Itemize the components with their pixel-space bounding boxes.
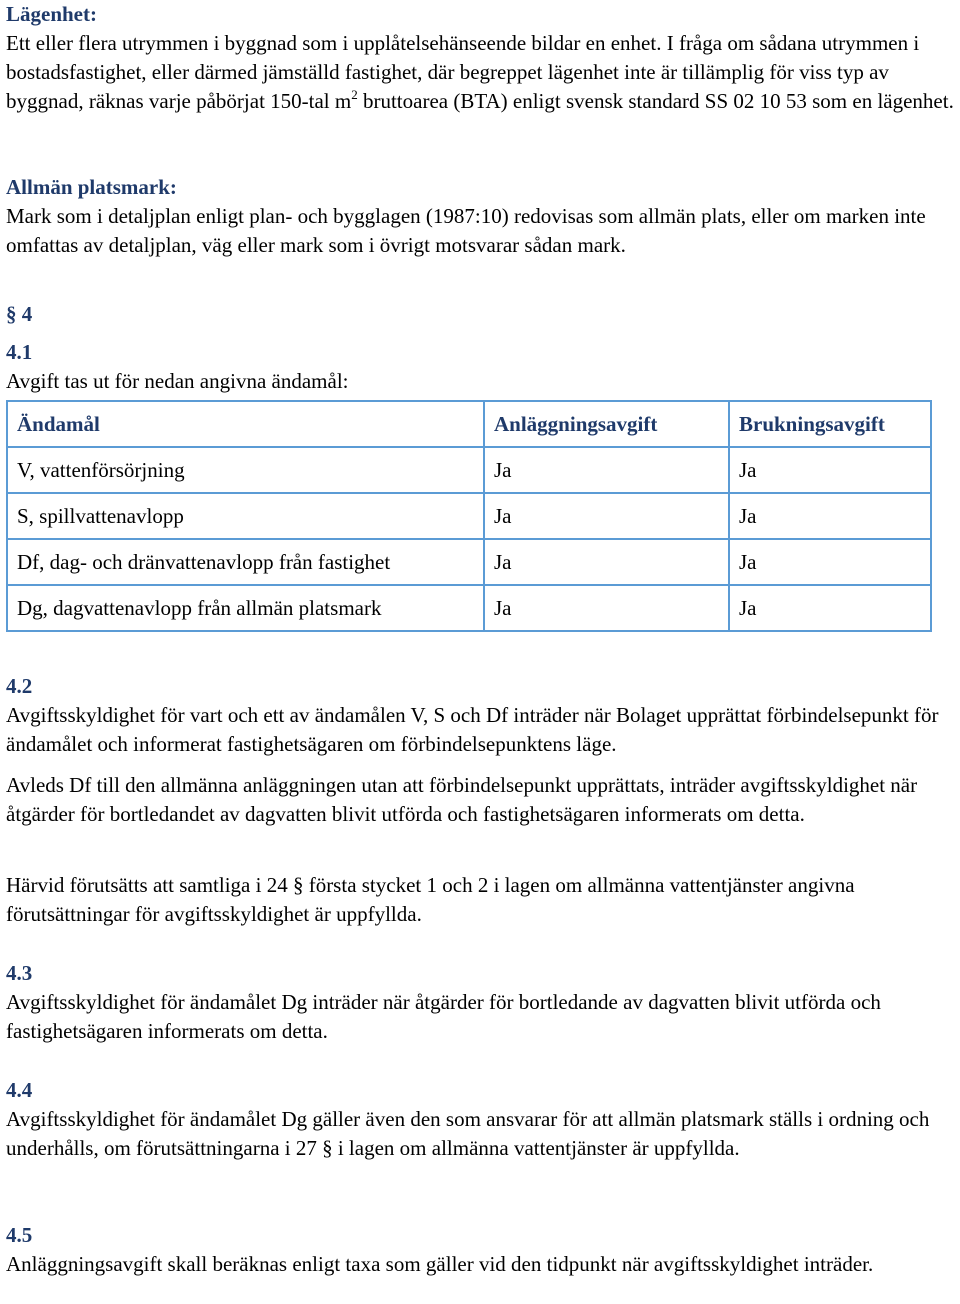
table-cell: Ja [484, 585, 729, 631]
paragraph: Avgiftsskyldighet för ändamålet Dg gäller även den som ansvarar för att allmän platsmark ställs i ordning och underhålls, om förutsättningarna i 27 § i lagen om allmänna vattentjänster är uppfyllda. [6, 1107, 930, 1160]
subsection-number: 4.2 [6, 674, 33, 698]
section-4-2-para-3 [6, 871, 956, 929]
table-cell: Ja [484, 539, 729, 585]
section-4-1 [6, 338, 956, 396]
definition-lagenhet [6, 0, 956, 116]
table-header: Anläggningsavgift [484, 401, 729, 447]
definition-text: Ett eller flera utrymmen i byggnad som i upplåtelsehänseende bildar en enhet. I fråga om sådana utrymmen i bostadsfastighet, eller därmed jämställd fastighet, där begreppet lägenhet inte är tillämplig för viss typ av byggnad, räknas varje påbörjat 150-tal $m^2$ bruttoarea (BTA) enligt svensk standard SS 02 10 53 som en lägenhet. [6, 31, 954, 113]
table-cell: Ja [484, 447, 729, 493]
subsection-number: 4.4 [6, 1078, 33, 1102]
table-cell: Ja [484, 493, 729, 539]
table-row [7, 493, 931, 539]
section-4-4 [6, 1076, 956, 1163]
definition-heading: Allmän platsmark: [6, 175, 177, 199]
definition-text: Mark som i detaljplan enligt plan- och bygglagen (1987:10) redovisas som allmän plats, eller om marken inte omfattas av detaljplan, väg eller mark som i övrigt motsvarar sådan mark. [6, 204, 926, 257]
table-cell: Ja [729, 539, 931, 585]
table-cell: V, vattenförsörjning [7, 447, 484, 493]
table-header-row [7, 401, 931, 447]
definition-heading: Lägenhet: [6, 2, 97, 26]
paragraph: Härvid förutsätts att samtliga i 24 § första stycket 1 och 2 i lagen om allmänna vattentjänster angivna förutsättningar för avgiftsskyldighet är uppfyllda. [6, 873, 855, 926]
paragraph: Avgiftsskyldighet för ändamålet Dg inträder när åtgärder för bortledande av dagvatten blivit utförda och fastighetsägaren informerats om detta. [6, 990, 881, 1043]
table-row [7, 447, 931, 493]
table-cell: Ja [729, 447, 931, 493]
table-cell: Df, dag- och dränvattenavlopp från fastighet [7, 539, 484, 585]
subsection-number: 4.1 [6, 340, 33, 364]
paragraph: Avgiftsskyldighet för vart och ett av ändamålen V, S och Df inträder när Bolaget upprättat förbindelsepunkt för ändamålet och informerat fastighetsägaren om förbindelsepunktens läge. [6, 703, 939, 756]
section-4-2 [6, 672, 956, 759]
section-4-3 [6, 959, 956, 1046]
table-header: Brukningsavgift [729, 401, 931, 447]
table-header: Ändamål [7, 401, 484, 447]
subsection-intro: Avgift tas ut för nedan angivna ändamål: [6, 369, 349, 393]
table-row [7, 539, 931, 585]
table-cell: Ja [729, 585, 931, 631]
section-4-5 [6, 1221, 956, 1279]
paragraph: Avleds Df till den allmänna anläggningen utan att förbindelsepunkt upprättats, inträder avgiftsskyldighet när åtgärder för bortledandet av dagvatten blivit utförda och fastighetsägaren informerats om detta. [6, 773, 918, 826]
subsection-number: 4.5 [6, 1223, 33, 1247]
subsection-number: 4.3 [6, 961, 33, 985]
section-title: § 4 [6, 302, 33, 326]
superscript: 2 [351, 87, 358, 102]
section-4-heading [6, 300, 956, 329]
table-cell: Ja [729, 493, 931, 539]
section-4-2-para-2 [6, 771, 956, 829]
table-cell: Dg, dagvattenavlopp från allmän platsmark [7, 585, 484, 631]
table-row [7, 585, 931, 631]
fee-purpose-table [6, 400, 932, 632]
definition-allman-platsmark [6, 173, 956, 260]
table-cell: S, spillvattenavlopp [7, 493, 484, 539]
paragraph: Anläggningsavgift skall beräknas enligt taxa som gäller vid den tidpunkt när avgiftsskyldighet inträder. [6, 1252, 874, 1276]
